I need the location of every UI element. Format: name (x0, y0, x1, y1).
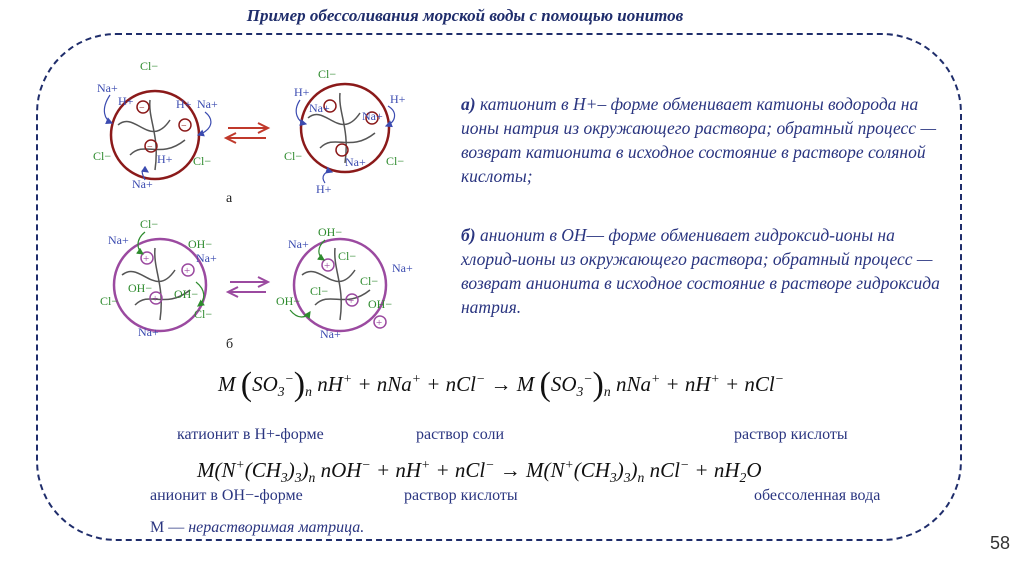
svg-text:−: − (147, 142, 153, 153)
slide-title: Пример обессоливания морской воды с помощью ионитов (246, 6, 684, 25)
oh-ion-label: OH− (174, 287, 199, 301)
h-ion-label: H+ (176, 97, 192, 111)
cl-ion-label: Cl− (140, 217, 159, 231)
na-ion-label: Na+ (392, 261, 413, 275)
na-ion-label: Na+ (138, 325, 159, 339)
label-anion-form: анионит в OH−-форме (150, 487, 303, 504)
cl-ion-label: Cl− (100, 294, 119, 308)
svg-text:+: + (376, 317, 383, 329)
cl-ion-label: Cl− (318, 67, 337, 81)
cl-ion-label: Cl− (140, 59, 159, 73)
na-ion-label: Na+ (108, 233, 129, 247)
cl-ion-label: Cl− (386, 154, 405, 168)
oh-ion-label: OH− (368, 297, 393, 311)
label-desalted-water: обессоленная вода (754, 487, 881, 504)
description-b-marker: б) (461, 225, 476, 245)
svg-text:+: + (143, 253, 150, 265)
svg-text:+: + (324, 260, 331, 272)
label-acid-solution-2: раствор кислоты (404, 487, 518, 504)
na-ion-label: Na+ (309, 101, 330, 115)
h-ion-label: H+ (294, 85, 310, 99)
na-ion-label: Na+ (288, 237, 309, 251)
h-ion-label: H+ (118, 94, 134, 108)
svg-text:+: + (152, 293, 159, 305)
description-a-marker: а) (461, 94, 476, 114)
description-a-text: катионит в H+– форме обменивает катионы водорода на ионы натрия из окружающего раствора; обратный процесс — возврат катионита в исходное состояние в растворе соляной кислоты; (461, 94, 937, 186)
page-number: 58 (989, 533, 1010, 553)
equation-cation-exchange: M $(SO_3^-)_n$ nH+ + nNa+ + nCl− → M $(SO_3^-)_n$ nNa+ + nH+ + nCl− (218, 366, 784, 403)
svg-text:+: + (348, 295, 355, 307)
na-ion-label: Na+ (132, 177, 153, 191)
cl-ion-label: Cl− (360, 274, 379, 288)
na-ion-label: Na+ (196, 251, 217, 265)
matrix-note-text: нерастворимая матрица. (188, 519, 365, 536)
cl-ion-label: Cl− (194, 307, 213, 321)
na-ion-label: Na+ (362, 109, 383, 123)
svg-text:−: − (139, 103, 145, 114)
svg-text:+: + (184, 265, 191, 277)
label-cation-form: катионит в H+-форме (177, 426, 324, 443)
label-salt-solution: раствор соли (416, 426, 505, 443)
cl-ion-label: Cl− (310, 284, 329, 298)
na-ion-label: Na+ (320, 327, 341, 341)
description-b-text: анионит в OH–– форме обменивает гидроксид-ионы на хлорид-ионы из окружающего раствора; обратный процесс — возврат анионита в исходное состояние в растворе гидроксида натрия. (461, 225, 940, 317)
equilibrium-arrows-a (226, 123, 268, 143)
description-b (461, 223, 941, 319)
description-a (461, 92, 941, 188)
matrix-note (150, 519, 364, 537)
oh-ion-label: OH− (128, 281, 153, 295)
h-ion-label: H+ (390, 92, 406, 106)
cl-ion-label: Cl− (284, 149, 303, 163)
cl-ion-label: Cl− (338, 249, 357, 263)
caption-a: а (226, 191, 233, 206)
caption-b: б (226, 337, 234, 352)
svg-text:−: − (181, 121, 187, 132)
cl-ion-label: Cl− (93, 149, 112, 163)
na-ion-label: Na+ (197, 97, 218, 111)
na-ion-label: Na+ (97, 81, 118, 95)
equation-anion-exchange: $M(N^+(CH_3)_3)_n$ $nOH^- + nH^+ + nCl^- \to M(N^+(CH_3)_3)_n$ $nCl^- + nH_2O$ (197, 457, 762, 486)
oh-ion-label: OH− (318, 225, 343, 239)
cl-ion-label: Cl− (193, 154, 212, 168)
h-ion-label: H+ (157, 152, 173, 166)
h-ion-label: H+ (316, 182, 332, 196)
na-ion-label: Na+ (345, 155, 366, 169)
equilibrium-arrows-b (228, 277, 268, 297)
label-acid-solution-1: раствор кислоты (734, 426, 848, 443)
oh-ion-label: OH− (276, 294, 301, 308)
oh-ion-label: OH− (188, 237, 213, 251)
matrix-note-prefix: М — (150, 519, 189, 536)
ion-exchange-diagram (0, 0, 460, 360)
